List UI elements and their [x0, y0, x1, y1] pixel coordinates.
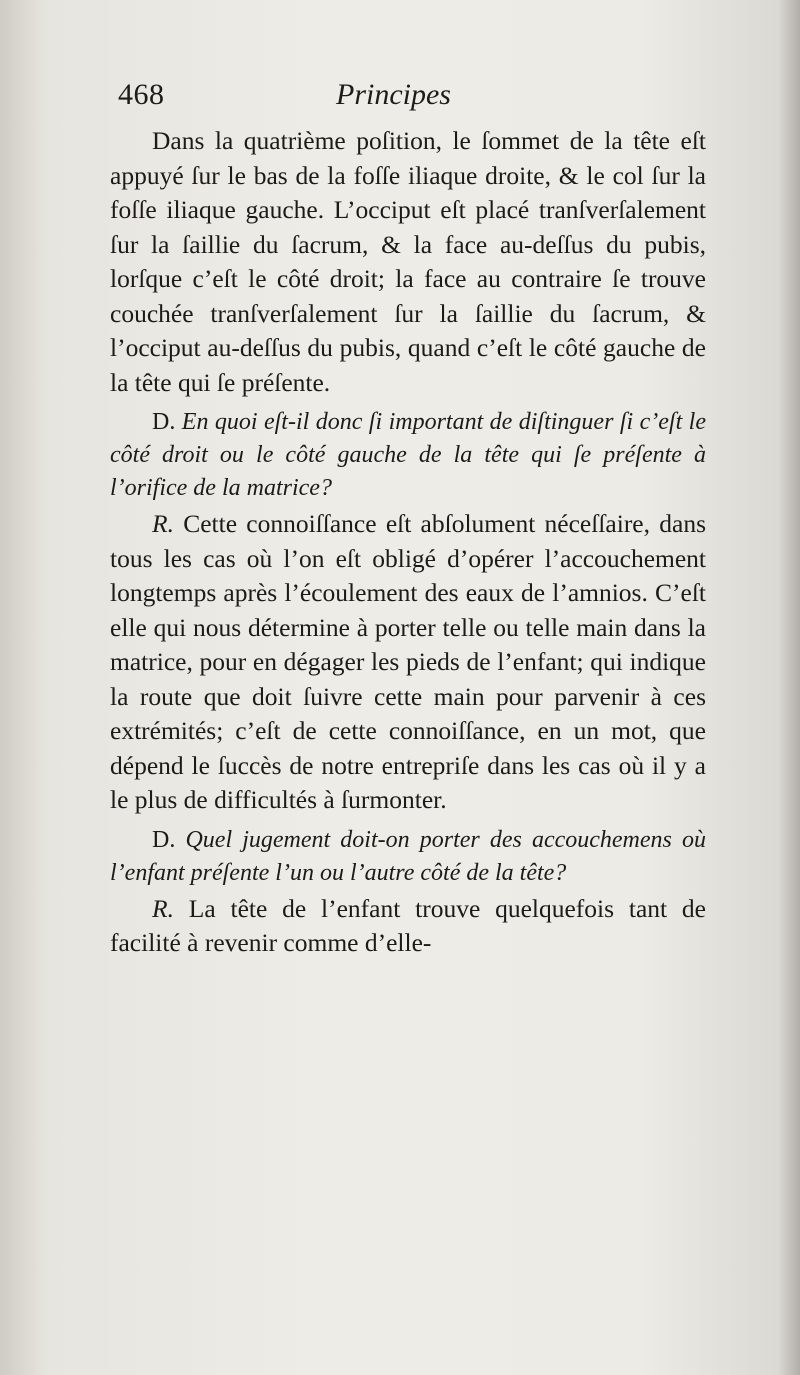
speaker-label-d: D. [152, 409, 176, 435]
body-text [110, 124, 706, 961]
answer-text: La tête de l’enfant trouve quelquefois tant de facilité à revenir comme d’elle- [110, 893, 707, 957]
page-binding-edge [778, 0, 800, 1375]
question-paragraph [110, 824, 706, 890]
paragraph-fourth-position: Dans la quatrième poſition, le ſommet de la tête eſt appuyé ſur le bas de la foſſe iliaque droite, & le col ſur la foſſe iliaque gauche. L’occiput eſt placé tranſverſalement ſur la ſaillie du ſacrum, & la face au-deſſus du pubis, lorſque c’eſt le côté droit; la face au contraire ſe trouve couchée tranſverſalement ſur la ſaillie du ſacrum, & l’occiput au-deſſus du pubis, quand c’eſt le côté gauche de la tête qui ſe préſente. [110, 126, 706, 397]
page-number: 468 [118, 78, 165, 111]
running-title: Principes [336, 78, 451, 111]
speaker-label-r: R. [152, 893, 174, 923]
question-text: En quoi eſt-il donc ſi important de diſtinguer ſi c’eſt le côté droit ou le côté gauche de la tête qui ſe préſente à l’orifice de la matrice? [110, 409, 706, 501]
question-text: Quel jugement doit-on porter des accouchemens où l’enfant préſente l’un ou l’autre côté de la tête? [110, 826, 706, 886]
answer-paragraph [110, 892, 706, 961]
speaker-label-d: D. [152, 826, 176, 853]
answer-text: Cette connoiſſance eſt abſolument néceſſaire, dans tous les cas où l’on eſt obligé d’opérer l’accouchement longtemps après l’écoulement des eaux de l’amnios. C’eſt elle qui nous détermine à porter telle ou telle main dans la matrice, pour en dégager les pieds de l’enfant; qui indique la route que doit ſuivre cette main pour parvenir à ces extrémités; c’eſt de cette connoiſſance, en un mot, que dépend le ſuccès de notre entrepriſe dans les cas où il y a le plus de difficultés à ſurmonter. [110, 509, 707, 814]
question-paragraph [110, 406, 706, 505]
speaker-label-r: R. [152, 509, 174, 538]
page-header [118, 78, 718, 122]
answer-paragraph [110, 507, 706, 818]
